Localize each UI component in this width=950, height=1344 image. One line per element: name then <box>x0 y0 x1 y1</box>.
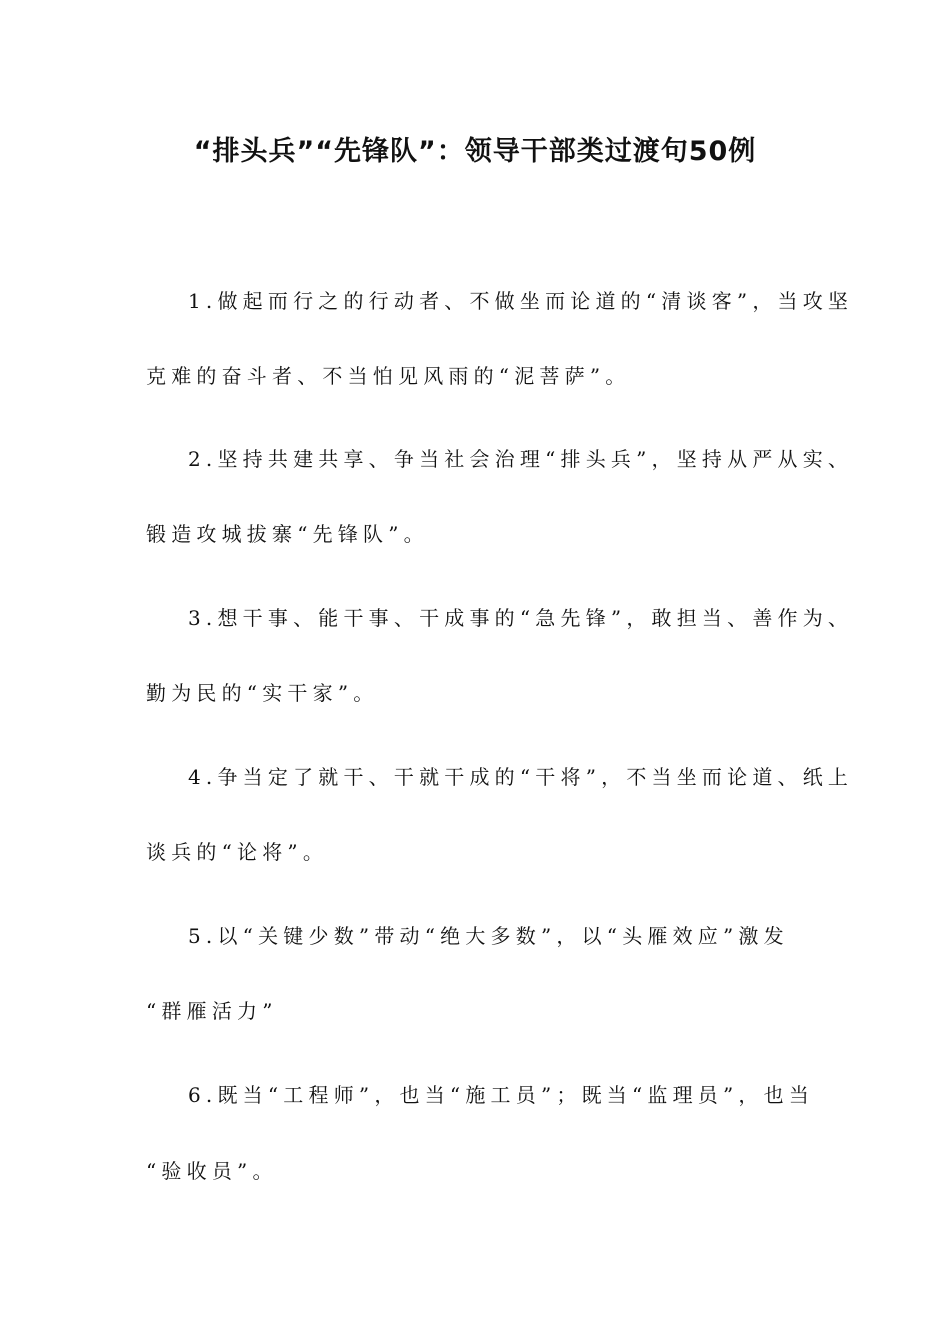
item-5-line-2: “群雁活力” <box>146 999 278 1023</box>
item-5-line-1: 5.以“关键少数”带动“绝大多数”，以“头雁效应”激发 <box>188 924 789 948</box>
item-3-line-2: 勤为民的“实干家”。 <box>146 681 379 705</box>
item-4-line-1: 4.争当定了就干、干就干成的“干将”，不当坐而论道、纸上 <box>188 765 854 789</box>
item-6-line-1: 6.既当“工程师”，也当“施工员”；既当“监理员”，也当 <box>188 1083 815 1107</box>
item-2-line-2: 锻造攻城拔寨“先锋队”。 <box>146 522 429 546</box>
item-1-line-2: 克难的奋斗者、不当怕见风雨的“泥菩萨”。 <box>146 364 631 388</box>
item-4-line-2: 谈兵的“论将”。 <box>146 840 329 864</box>
item-6-line-2: “验收员”。 <box>146 1159 278 1183</box>
item-1-line-1: 1.做起而行之的行动者、不做坐而论道的“清谈客”，当攻坚 <box>188 289 854 313</box>
item-3-line-1: 3.想干事、能干事、干成事的“急先锋”，敢担当、善作为、 <box>188 606 854 630</box>
document-title: “排头兵”“先锋队”：领导干部类过渡句50例 <box>193 136 757 167</box>
item-2-line-1: 2.坚持共建共享、争当社会治理“排头兵”，坚持从严从实、 <box>188 447 854 471</box>
